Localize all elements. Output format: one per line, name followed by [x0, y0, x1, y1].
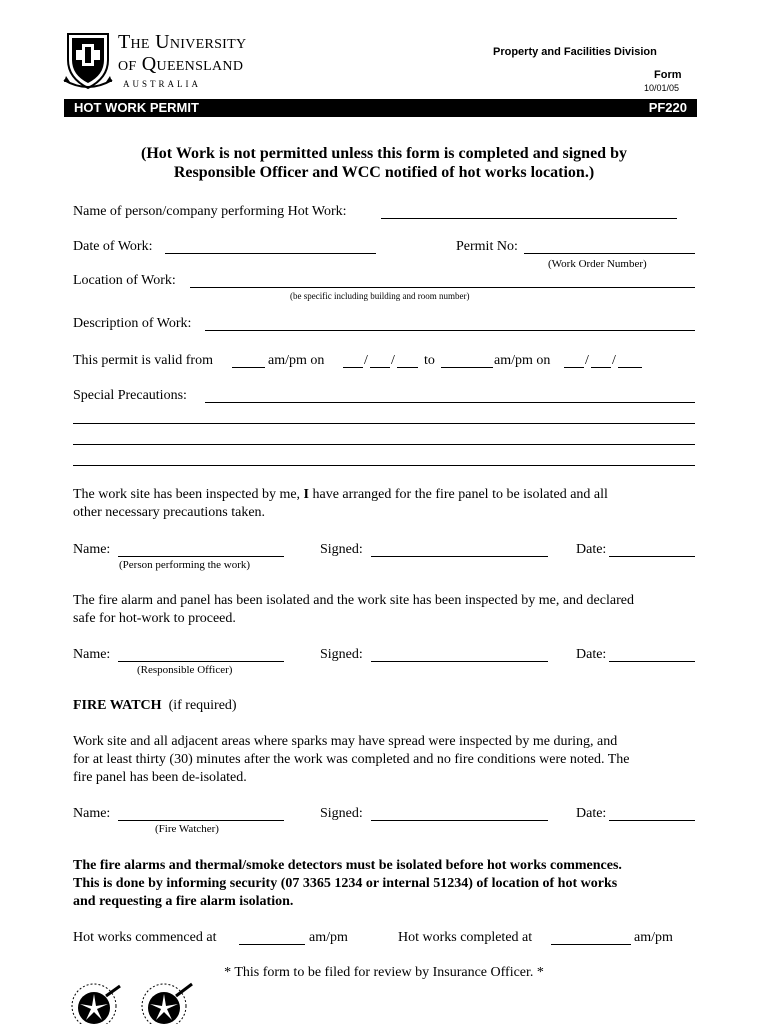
valid-from-time-field[interactable] [232, 367, 265, 368]
ampm-on-label: am/pm on [268, 353, 325, 368]
university-name-line1: The University [118, 31, 247, 53]
section1-text-line2: other necessary precautions taken. [73, 505, 266, 520]
fire-watch-role: (Fire Watcher) [155, 823, 219, 835]
form-label: Form [654, 69, 682, 81]
section2-text-line2: safe for hot-work to proceed. [73, 611, 236, 626]
fire-watch-text-line1: Work site and all adjacent areas where sparks may have spread were inspected by me during, and [73, 734, 618, 749]
fire-watch-name-label: Name: [73, 806, 111, 821]
permit-no-field[interactable] [524, 253, 695, 254]
to-year-field[interactable] [618, 367, 642, 368]
from-month-field[interactable] [370, 367, 390, 368]
section2-name-label: Name: [73, 647, 111, 662]
location-field[interactable] [190, 287, 695, 288]
name-person-label: Name of person/company performing Hot Work: [73, 204, 347, 219]
permit-title: HOT WORK PERMIT [74, 100, 199, 115]
slash-2: / [391, 353, 395, 368]
date-of-work-field[interactable] [165, 253, 376, 254]
section1-role: (Person performing the work) [119, 559, 251, 571]
section2-date-label: Date: [576, 647, 607, 662]
valid-from-label: This permit is valid from [73, 353, 213, 368]
fire-watch-name-field[interactable] [118, 820, 284, 821]
university-country: AUSTRALIA [123, 79, 201, 89]
university-name-line2: of Queensland [118, 53, 244, 75]
warning-text [73, 857, 713, 911]
to-day-field[interactable] [564, 367, 584, 368]
description-label: Description of Work: [73, 316, 192, 331]
to-month-field[interactable] [591, 367, 611, 368]
section1-signed-field[interactable] [371, 556, 548, 557]
date-of-work-label: Date of Work: [73, 239, 153, 254]
certification-logo-icon [68, 976, 124, 1024]
certification-logo-icon-2 [136, 976, 196, 1024]
notice-line2: Responsible Officer and WCC notified of hot works location.) [173, 164, 595, 181]
university-crest-icon [62, 30, 114, 92]
fire-watch-heading: FIRE WATCH [73, 698, 162, 713]
section1-text [73, 486, 703, 522]
title-bar [64, 99, 697, 117]
ampm-on-label-2: am/pm on [494, 353, 551, 368]
special-precautions-field-2[interactable] [73, 423, 695, 424]
description-field[interactable] [205, 330, 695, 331]
division-name: Property and Facilities Division [493, 46, 657, 58]
section2-role: (Responsible Officer) [137, 664, 233, 676]
commenced-label: Hot works commenced at [73, 930, 217, 945]
fire-watch-text-line2: for at least thirty (30) minutes after the work was completed and no fire conditions were noted. The [73, 752, 630, 767]
notice-line1: (Hot Work is not permitted unless this form is completed and signed by [141, 145, 627, 162]
completed-time-field[interactable] [551, 944, 631, 945]
form-date: 10/01/05 [644, 83, 680, 93]
section1-text-a: The work site has been inspected by me, [73, 487, 304, 502]
fire-watch-text-line3: fire panel has been de-isolated. [73, 770, 247, 785]
slash-4: / [612, 353, 616, 368]
fire-watch-signed-field[interactable] [371, 820, 548, 821]
section1-name-field[interactable] [118, 556, 284, 557]
footer-note: * This form to be filed for review by Insurance Officer. * [224, 965, 544, 980]
fire-watch-date-field[interactable] [609, 820, 695, 821]
fire-watch-date-label: Date: [576, 806, 607, 821]
commenced-time-field[interactable] [239, 944, 305, 945]
completed-label: Hot works completed at [398, 930, 533, 945]
section2-signed-label: Signed: [320, 647, 363, 662]
work-order-note: (Work Order Number) [548, 258, 647, 270]
slash-3: / [585, 353, 589, 368]
section1-text-c: have arranged for the fire panel to be isolated and all [309, 487, 608, 502]
warning-line2: This is done by informing security (07 3365 1234 or internal 51234) of location of hot works [73, 876, 618, 891]
special-precautions-field-4[interactable] [73, 465, 695, 466]
section2-date-field[interactable] [609, 661, 695, 662]
permit-no-label: Permit No: [456, 239, 518, 254]
section2-text [73, 592, 703, 628]
warning-line1: The fire alarms and thermal/smoke detectors must be isolated before hot works commences. [73, 858, 622, 873]
section2-text-line1: The fire alarm and panel has been isolated and the work site has been inspected by me, and declared [73, 593, 634, 608]
section2-signed-field[interactable] [371, 661, 548, 662]
form-code: PF220 [648, 100, 687, 115]
special-precautions-field-3[interactable] [73, 444, 695, 445]
section2-name-field[interactable] [118, 661, 284, 662]
section1-date-field[interactable] [609, 556, 695, 557]
warning-line3: and requesting a fire alarm isolation. [73, 894, 294, 909]
name-person-field[interactable] [381, 218, 677, 219]
location-label: Location of Work: [73, 273, 176, 288]
section1-signed-label: Signed: [320, 542, 363, 557]
from-day-field[interactable] [343, 367, 363, 368]
location-note: (be specific including building and room number) [290, 291, 470, 301]
section1-text-b: I [303, 487, 309, 502]
completed-ampm: am/pm [634, 930, 673, 945]
commenced-ampm: am/pm [309, 930, 348, 945]
to-label: to [424, 353, 435, 368]
special-precautions-label: Special Precautions: [73, 388, 187, 403]
section1-name-label: Name: [73, 542, 111, 557]
special-precautions-field-1[interactable] [205, 402, 695, 403]
fire-watch-note: (if required) [168, 698, 237, 713]
fire-watch-signed-label: Signed: [320, 806, 363, 821]
from-year-field[interactable] [397, 367, 418, 368]
valid-to-time-field[interactable] [441, 367, 493, 368]
slash-1: / [364, 353, 368, 368]
section1-date-label: Date: [576, 542, 607, 557]
fire-watch-text [73, 733, 703, 787]
fire-watch-heading-row [73, 698, 237, 714]
